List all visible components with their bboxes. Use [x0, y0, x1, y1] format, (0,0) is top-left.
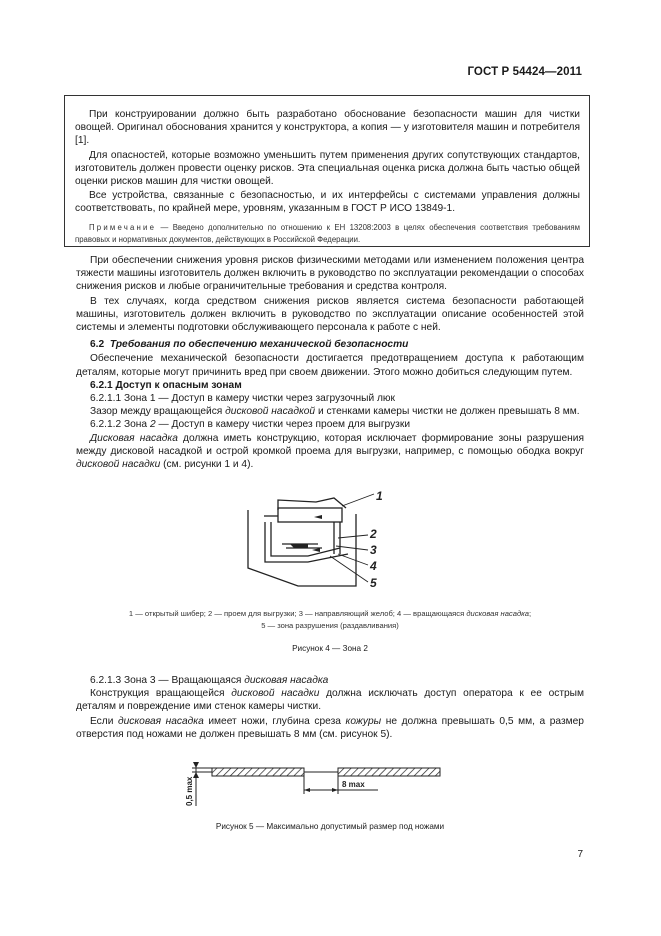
zone-2-text	[76, 432, 584, 472]
section-6-2-number: 6.2	[90, 339, 105, 351]
box-paragraph-2: Для опасностей, которые возможно уменьшить путем применения других сопутствующих стандартов, изготовитель должен провести оценку рисков. Эта специальная оценка риска должна быть частью общей оценки рисков машин для чистки овощей.	[75, 149, 580, 188]
zone-3-text	[76, 674, 584, 741]
zone-3-p1-italic: дисковой насадки	[231, 688, 320, 700]
paragraph-risk-1: При обеспечении снижения уровня рисков физическими методами или изменением положения центра тяжести машины изготовитель должен включить в руководство по эксплуатации рекомендации о способах снижения рисков и любые ограничительные требования и средства контроля.	[76, 255, 584, 293]
zone-2-heading-b: — Доступ в камеру чистки через проем для выгрузки	[155, 419, 411, 431]
zone-2-text-italic-1: Дисковая насадка	[90, 432, 178, 444]
blade-right	[338, 768, 440, 776]
figure-4-label-4: 4	[370, 559, 377, 573]
zone-3-p2-italic-1: дисковая насадка	[117, 715, 204, 727]
guide-chute-inner	[271, 522, 340, 556]
zone-1-text-b: и стенками камеры чистки не должен превышать 8 мм.	[315, 406, 580, 418]
section-6-2-1-heading: 6.2.1 Доступ к опасным зонам	[90, 379, 242, 391]
section-6-2-heading	[76, 338, 584, 351]
figure-4-legend-line-2: 5 — зона разрушения (раздавливания)	[261, 621, 399, 630]
figure-4-label-2: 2	[370, 527, 377, 541]
box-paragraph-3: Все устройства, связанные с безопасностью, и их интерфейсы с системами управления должны соответствовать, по крайней мере, уровням, указанным в ГОСТ Р ИСО 13849-1.	[75, 190, 580, 215]
zone-2-text-b: (см. рисунки 1 и 4).	[160, 459, 254, 471]
note-label: Примечание	[89, 222, 157, 232]
blade-left	[212, 768, 304, 776]
zone-3-p1-b: должна исключать доступ оператора к ее острым деталям и повреждение ими стенок камеры чистки.	[76, 688, 584, 713]
paragraph-risk-2: В тех случаях, когда средством снижения рисков является система безопасности работающей машины, изготовитель должен включить в руководство по эксплуатации описание особенностей этой системы и элементы подготовки обслуживающего персонала к работе с ней.	[76, 295, 584, 334]
zone-3-paragraph-1	[76, 687, 584, 713]
zone-2-heading-italic: 2	[149, 419, 156, 431]
zone-3-p2-a: Если	[90, 715, 118, 727]
zone-3-heading	[76, 674, 584, 687]
gate-arrow	[314, 515, 322, 519]
zone-2-text-a: должна иметь конструкцию, которая исключает формирование зоны разрушения между дисковой насадкой и острой кромкой проема для выгрузки, например, с помощью ободка вокруг	[76, 432, 584, 457]
note-text: — Введено дополнительно по отношению к ЕН 13208:2003 в целях обеспечения соответствия требованиям правовых и нормативных документов, действующих в Российской Федерации.	[75, 222, 580, 244]
page-number: 7	[577, 849, 583, 860]
zone-2-heading	[76, 418, 584, 431]
figure-4-label-1: 1	[376, 489, 383, 503]
figure-4-legend	[76, 608, 584, 632]
paragraph-mech-safety: Обеспечение механической безопасности достигается предотвращением доступа к работающим деталям, которые могут причинить вред при своем движении. Этого можно добиться следующим путем.	[76, 353, 584, 378]
zone-1-text	[76, 405, 584, 418]
figure-4-drawing	[238, 486, 398, 598]
figure-4-legend-b: ;	[528, 609, 532, 618]
zone-3-paragraph-2	[76, 715, 584, 741]
box-note	[75, 222, 580, 246]
figure-4-legend-italic: дисковая насадка	[466, 609, 529, 618]
figure-4-legend-a: 1 — открытый шибер; 2 — проем для выгрузки; 3 — направляющий желоб; 4 — вращающаяся	[128, 609, 467, 618]
zone-3-p2-b: имеет ножи, глубина среза	[203, 715, 346, 727]
figure-5-title: Рисунок 5 — Максимально допустимый размер под ножами	[215, 822, 445, 831]
dim-vertical-label: 0,5 max	[185, 776, 194, 806]
figure-4-title: Рисунок 4 — Зона 2	[292, 644, 368, 653]
figure-4-label-5: 5	[370, 576, 377, 590]
figure-4-legend-line-1	[76, 608, 584, 620]
amendment-box	[64, 95, 590, 247]
zone-1-text-italic: дисковой насадкой	[225, 406, 316, 418]
zone-2-heading-a: 6.2.1.2 Зона	[90, 419, 150, 431]
zone-1-text-a: Зазор между вращающейся	[90, 406, 226, 418]
zone-3-p2-c: не должна превышать 0,5 мм, а размер отверстия под ножами не должен превышать 8 мм (см. рисунок 5).	[76, 715, 584, 740]
figure-5-drawing	[182, 760, 452, 812]
zone-2-text-italic-2: дисковой насадки	[76, 459, 161, 471]
main-text	[76, 254, 584, 471]
zone-3-p2-italic-2: кожуры	[345, 715, 382, 727]
zone-3-heading-a: 6.2.1.3 Зона 3 — Вращающаяся	[90, 675, 245, 686]
standard-header: ГОСТ Р 54424—2011	[467, 66, 582, 78]
zone-1-heading: 6.2.1.1 Зона 1 — Доступ в камеру чистки через загрузочный люк	[90, 393, 396, 405]
figure-4-label-3: 3	[370, 543, 377, 557]
section-6-2-title: Требования по обеспечению механической безопасности	[109, 339, 409, 351]
gate-plate	[278, 508, 342, 522]
box-paragraph-1: При конструировании должно быть разработано обоснование безопасности машин для чистки овощей. Оригинал обоснования хранится у конструктора, а копия — у изготовителя машин и потребителя [1].	[75, 109, 580, 147]
zone-3-heading-italic: дисковая насадка	[244, 675, 329, 686]
zone-3-p1-a: Конструкция вращающейся	[90, 688, 232, 700]
dim-horizontal-label: 8 max	[342, 780, 365, 789]
